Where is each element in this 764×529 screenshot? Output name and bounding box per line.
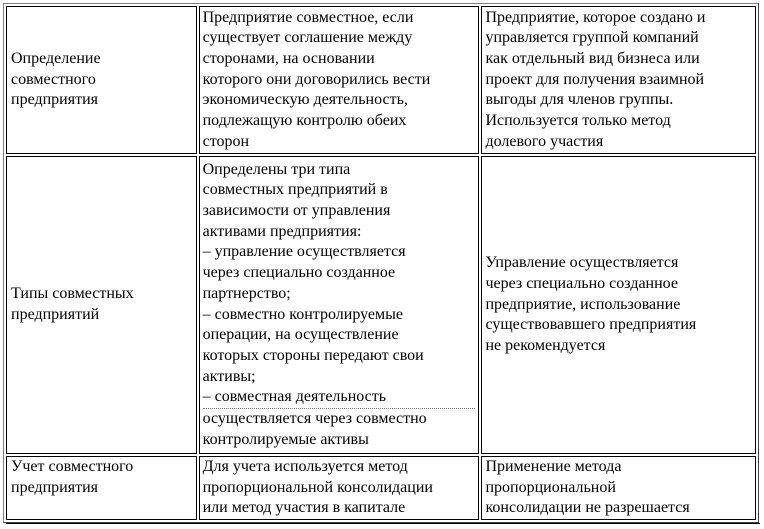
cell-line: существует соглашение между — [202, 29, 413, 47]
cell-line: консолидации не разрешается — [485, 499, 690, 517]
cell-line: выгоды для членов группы. — [485, 91, 674, 109]
cell-line: активами предприятия: — [202, 222, 362, 240]
cell-line: проект для получения взаимной — [485, 70, 705, 88]
comparison-table — [3, 3, 759, 523]
cell-line: сторон — [202, 132, 250, 150]
cell-line: зависимости от управления — [202, 201, 391, 219]
cell-line: Определены три типа — [202, 160, 351, 178]
cell-line: совместных предприятий в — [202, 181, 388, 199]
table-row — [6, 156, 756, 454]
cell-line: Используется только метод — [485, 112, 671, 130]
cell-line: – совместная деятельность — [203, 387, 476, 409]
row-label-cell — [6, 6, 197, 154]
cell-line: предприятий — [11, 306, 100, 323]
cell-line: которых стороны передают свои — [202, 346, 424, 364]
gaap-cell — [481, 156, 756, 454]
row-label-cell — [6, 156, 197, 454]
cell-line: через специально созданное — [202, 264, 396, 282]
cell-line: управляется группой компаний — [485, 29, 699, 47]
cell-line: через специально созданное — [485, 274, 678, 292]
cell-line: долевого участия — [485, 132, 604, 150]
cell-line: Предприятие совместное, если — [202, 8, 414, 26]
cell-line: партнерство; — [202, 284, 291, 302]
cell-line: не рекомендуется — [485, 337, 606, 355]
cell-line: Типы совместных — [11, 285, 134, 303]
table-divider — [6, 523, 760, 524]
cell-line: предприятие, использование — [485, 295, 681, 313]
page-cut — [0, 524, 764, 529]
cell-line: – управление осуществляется — [202, 243, 406, 261]
cell-line: или метод участия в капитале — [202, 499, 406, 517]
cell-line: Учет совместного — [11, 458, 134, 475]
cell-line: Для учета используется метод — [202, 458, 408, 475]
cell-line: совместного — [11, 70, 96, 88]
cell-line: операции, на осуществление — [202, 326, 399, 344]
cell-line: пропорциональной консолидации — [202, 478, 433, 496]
gaap-cell — [481, 456, 756, 520]
cell-line: существовавшего предприятия — [485, 316, 697, 334]
cell-line: предприятия — [11, 91, 98, 109]
cell-line: экономическую деятельность, — [202, 91, 408, 109]
ifrs-cell — [199, 456, 480, 520]
cell-line: пропорциональной — [485, 478, 616, 496]
cell-line: Управление осуществляется — [485, 254, 679, 272]
cell-line: Определение — [11, 49, 101, 67]
table-row — [6, 6, 756, 154]
cell-line: активы; — [202, 367, 256, 385]
cell-line: подлежащую контролю обеих — [202, 112, 407, 130]
ifrs-cell — [199, 156, 480, 454]
cell-line: которого они договорились вести — [202, 70, 431, 88]
ifrs-cell — [199, 6, 480, 154]
cell-line: сторонами, на основании — [202, 49, 375, 67]
cell-line: как отдельный вид бизнеса или — [485, 49, 700, 67]
cell-line: Применение метода — [485, 458, 622, 475]
gaap-cell — [481, 6, 756, 154]
cell-line: Предприятие, которое создано и — [485, 8, 706, 26]
cell-line: предприятия — [11, 478, 98, 496]
table-row — [6, 456, 756, 520]
cell-line: контролируемые активы — [202, 430, 369, 448]
cell-line: осуществляется через совместно — [202, 410, 427, 428]
row-label-cell — [6, 456, 197, 520]
cell-line: – совместно контролируемые — [202, 305, 403, 323]
